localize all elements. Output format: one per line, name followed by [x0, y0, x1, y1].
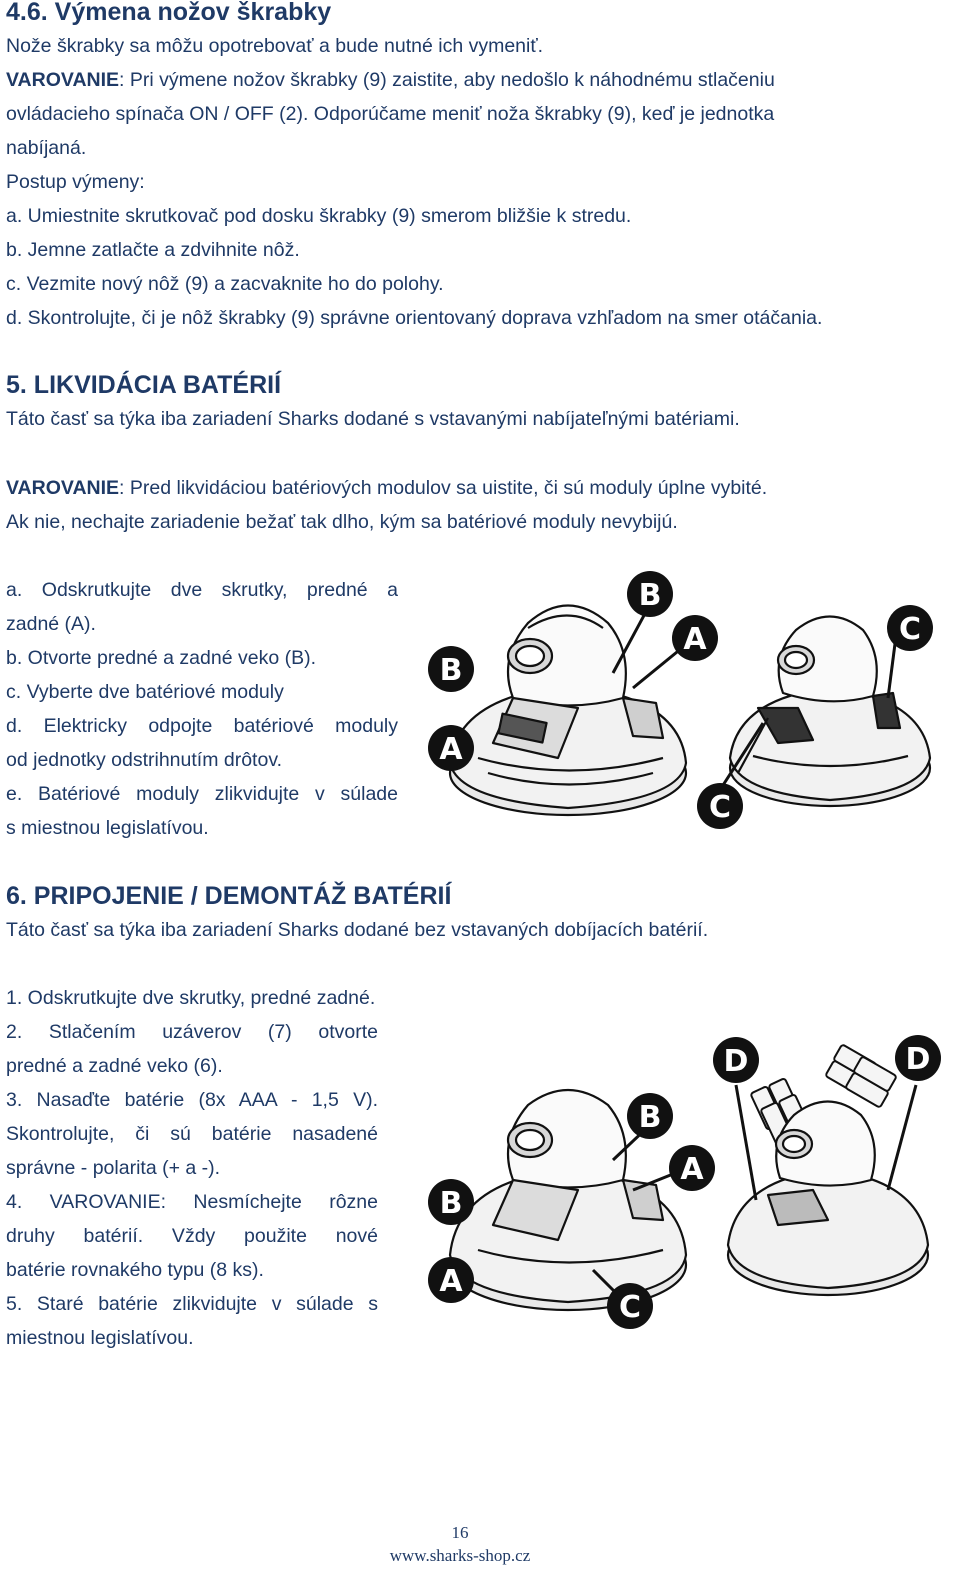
step-a: a. Umiestnite skrutkovač pod dosku škrabky (9) smerom bližšie k stredu.	[6, 205, 632, 227]
label-d: D	[905, 1042, 931, 1077]
section-6-intro: Táto časť sa týka iba zariadení Sharks dodané bez vstavaných dobíjacích batérií.	[6, 919, 709, 941]
battery-install-step-line: miestnou legislatívou.	[6, 1327, 194, 1349]
label-a: A	[439, 1264, 463, 1299]
section-4-6-intro: Nože škrabky sa môžu opotrebovať a bude nutné ich vymeniť.	[6, 35, 544, 57]
section-4-6-warning-line-1	[6, 67, 775, 93]
label-d: D	[723, 1044, 749, 1079]
warning-label: VAROVANIE	[6, 477, 120, 499]
robot-1-drawing	[450, 606, 686, 816]
battery-step-line: s miestnou legislatívou.	[6, 817, 209, 839]
section-5-warning-line-1	[6, 475, 767, 501]
battery-removal-illustration	[418, 568, 948, 838]
section-6-heading: 6. PRIPOJENIE / DEMONTÁŽ BATÉRIÍ	[6, 882, 452, 910]
battery-install-step-line: 3. Nasaďte batérie (8x AAA - 1,5 V).	[6, 1089, 378, 1111]
step-d: d. Skontrolujte, či je nôž škrabky (9) správne orientovaný doprava vzhľadom na smer otáčania.	[6, 307, 823, 329]
warning-text: : Pred likvidáciou batériových modulov sa uistite, či sú moduly úplne vybité.	[119, 477, 768, 499]
battery-step-line: d. Elektricky odpojte batériové moduly	[6, 715, 398, 737]
label-c: C	[708, 790, 732, 825]
section-4-6-warning-line-2: ovládacieho spínača ON / OFF (2). Odporúčame meniť noža škrabky (9), keď je jednotka	[6, 103, 775, 125]
battery-install-step-line: batérie rovnakého typu (8 ks).	[6, 1259, 264, 1281]
section-5-heading: 5. LIKVIDÁCIA BATÉRIÍ	[6, 371, 282, 399]
page-number: 16	[451, 1523, 469, 1542]
battery-step-line: zadné (A).	[6, 613, 96, 635]
label-b: B	[638, 578, 662, 613]
step-b: b. Jemne zatlačte a zdvihnite nôž.	[6, 239, 300, 261]
section-4-6-warning-line-3: nabíjaná.	[6, 137, 87, 159]
robot-2-drawing	[728, 1102, 928, 1296]
battery-install-step-line: 1. Odskrutkujte dve skrutky, predné zadné.	[6, 987, 376, 1009]
warning-text: : Pri výmene nožov škrabky (9) zaistite, aby nedošlo k náhodnému stlačeniu	[119, 69, 775, 91]
battery-step-line: od jednotky odstrihnutím drôtov.	[6, 749, 283, 771]
step-c: c. Vezmite nový nôž (9) a zacvaknite ho do polohy.	[6, 273, 444, 295]
label-a: A	[683, 622, 707, 657]
label-c: C	[618, 1290, 642, 1325]
warning-label: VAROVANIE	[6, 69, 120, 91]
battery-install-step-line: druhy batérií. Vždy použite nové	[6, 1225, 378, 1247]
battery-step-line: a. Odskrutkujte dve skrutky, predné a	[6, 579, 398, 601]
section-5-intro: Táto časť sa týka iba zariadení Sharks dodané s vstavanými nabíjateľnými batériami.	[6, 408, 740, 430]
battery-step-line: c. Vyberte dve batériové moduly	[6, 681, 284, 703]
label-a: A	[439, 732, 463, 767]
label-c: C	[898, 612, 922, 647]
battery-step-line: e. Batériové moduly zlikvidujte v súlade	[6, 783, 398, 805]
label-b: B	[439, 653, 463, 688]
battery-install-step-line: správne - polarita (+ a -).	[6, 1157, 221, 1179]
battery-install-step-line: 5. Staré batérie zlikvidujte v súlade s	[6, 1293, 378, 1315]
battery-pack-2	[825, 1044, 897, 1108]
battery-installation-illustration	[418, 1030, 948, 1340]
battery-step-line: b. Otvorte predné a zadné veko (B).	[6, 647, 317, 669]
procedure-label: Postup výmeny:	[6, 171, 145, 193]
battery-install-step-line: 4. VAROVANIE: Nesmíchejte rôzne	[6, 1191, 378, 1213]
battery-install-step-line: predné a zadné veko (6).	[6, 1055, 223, 1077]
section-5-warning-line-2: Ak nie, nechajte zariadenie bežať tak dlho, kým sa batériové moduly nevybijú.	[6, 511, 678, 533]
label-a: A	[680, 1152, 704, 1187]
label-b: B	[638, 1100, 662, 1135]
battery-install-step-line: Skontrolujte, či sú batérie nasadené	[6, 1123, 378, 1145]
label-b: B	[439, 1186, 463, 1221]
section-4-6-heading: 4.6. Výmena nožov škrabky	[6, 0, 332, 26]
battery-install-step-line: 2. Stlačením uzáverov (7) otvorte	[6, 1021, 378, 1043]
footer-website-link[interactable]: www.sharks-shop.cz	[389, 1546, 531, 1565]
